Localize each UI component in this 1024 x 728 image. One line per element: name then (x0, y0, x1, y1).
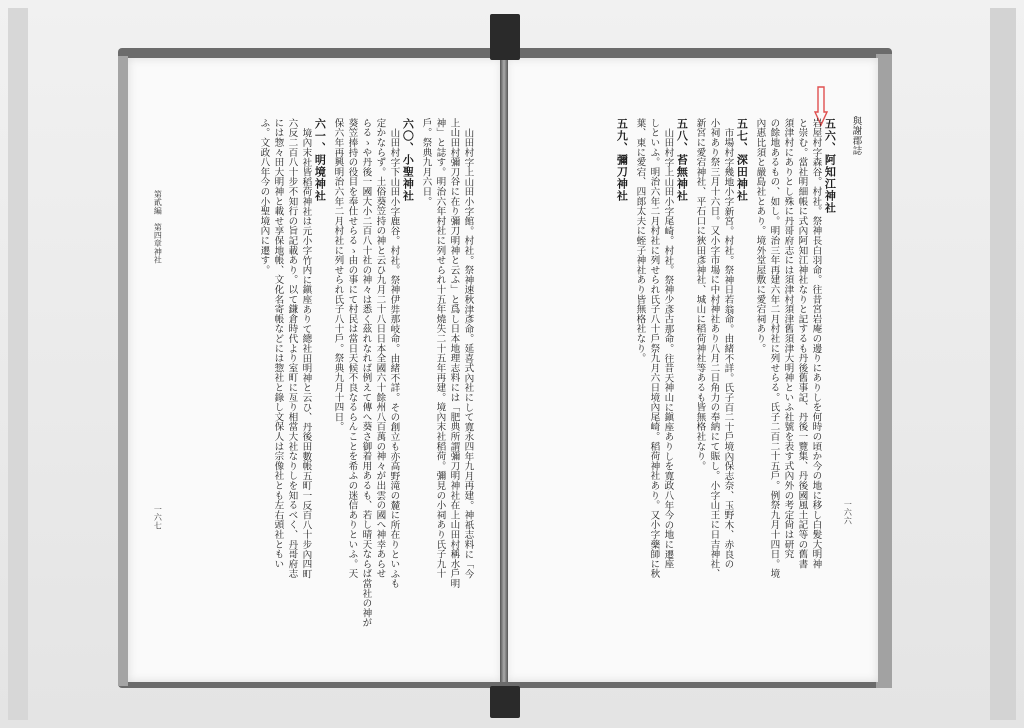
text-line: 上山田村彌刀谷に在り彌刀明神と云ふ」と爲し日本地理志料には「肥典所謂彌刀明神社在上山田村稱水戶明 (448, 118, 460, 589)
text-line: には惣々田大明神と載せ享保地帳、文化名寄帳などには惣社と錄し文保人は宗像社とも左右頭社ともい (272, 118, 284, 569)
section-heading-59: 五九、彌刀神社 (615, 118, 629, 202)
running-footer: 第貳編 第四章神社 (153, 190, 163, 264)
text-line: しといふ。明治六年二月村社に列せられ氏子八十戶祭九月六日境內尾崎。稻荷神社あり。又小字藥師に秋 (648, 118, 660, 579)
section-heading-60: 六〇、小聖神社 (401, 118, 415, 202)
text-line: 戶。祭典九月六日。 (420, 118, 432, 207)
text-line: 境內末社皆稻荷神社は元小字竹内に鎭座ありて總社田明神と云ひ、丹後田數帳五町一反百八十步內四町 (300, 128, 312, 579)
text-line: 葵笠捧持の役目を奉仕せらるゝ由の事にて村民は當日天候不良なるらんことを希ふの迷信ありといふ。天 (346, 118, 358, 579)
text-line: 保六年再興明治六年二月村社に列せられ氏子八十戶。祭典九月十四日。 (332, 118, 344, 432)
text-line: 小祠あり祭三月十六日。又小字市場に中村神社あり八月二日角力の奉納にて賑し。小字山王に日吉神社、 (708, 118, 720, 579)
binder-clip-top (490, 14, 520, 60)
binder-clip-bottom (490, 686, 520, 718)
page-number-left: 一六七 (153, 505, 163, 530)
section-heading-57: 五七、深田神社 (735, 118, 749, 202)
page-edges-left (118, 56, 128, 686)
text-line: ふ。文政八年今の小聖境內に遷す。 (258, 118, 270, 275)
scanner-frame-right (990, 8, 1016, 720)
scanner-frame-left (8, 8, 28, 720)
text-line: 市場村字幾地小字新宮。村社。祭神日若翁命。由緒不詳。氏子百二十戶境內保志奈、玉野木、赤良の (722, 128, 734, 569)
text-line: 六反二百八十步不知行の旨記載あり。以て鎌倉時代より室町に亙り相當大社なりしを知るべく、丹哥府志 (286, 118, 298, 579)
section-heading-61: 六一、明境神社 (313, 118, 327, 202)
page-number-right: 一六六 (843, 500, 853, 525)
text-line: 山田村字上山田小字館。村社。祭神速秋津彥命。延喜式內社にして寛永四年九月再建。神祇志料に「今 (462, 128, 474, 579)
text-line: らるゝや丹後一國大小二百八十社の神々は悉く茲れなれば例えて傳へ葵さ御着用あるも、若し晴天ならば當社の神が (360, 118, 372, 628)
page-edges-right (876, 54, 892, 688)
text-line: 葉、東に愛宕、四郎太夫に蛭子神社あり皆無格社なり。 (634, 118, 646, 363)
text-line: 定かならず。土俗葵笠持の神と云ひ九月二十八日日本全國六十餘州八百萬の神々が出雲の國へ神幸あらせ (374, 118, 386, 579)
text-line: 岩屋村字森谷。村社。祭神長白羽命。往昔宮岩庵の邊りにありしを何時の頃か今の地に移し白髪大明神 (810, 118, 822, 569)
text-line: 新宮に愛宕神社、平石口に狹田彥神社、城山に稻荷神社等あるも皆無格社なり。 (694, 118, 706, 471)
text-line: 內惠比須と嚴島社とあり。境外堂屋敷に愛宕祠あり。 (754, 118, 766, 354)
section-heading-58: 五八、苔無神社 (675, 118, 689, 202)
text-line: 山田村字下山田小字鹿谷。村社。祭神伊弉那岐命。由緒不詳。その創立も亦高野滝の麓に所在りといふも (388, 128, 400, 589)
text-line: と崇む。當社明細帳に式內阿知江神社なりと記するも丹後舊事記、丹後一覽集、丹後國風土記等の舊書 (796, 118, 808, 569)
section-heading-56: 五六、阿知江神社 (823, 118, 837, 214)
text-line: の餘地あるもの、如し。明治三年再建六年二月村社に列せらる。氏子二百二十五戶。例祭九月十四日。境 (768, 118, 780, 579)
running-header: 與謝郡誌 (850, 116, 862, 156)
text-line: 神」と誌す。明治六年村社に列せられ十五年燒失二十五年再建。境內末社稻荷。彌見の小祠あり氏子九十 (434, 118, 446, 579)
text-line: 須津村にありとし殊に丹哥府志には須津村須津舊須津大明神といふ社號を表す式內外の考定尙は研究 (782, 118, 794, 559)
text-line: 山田村字上山田小字尾崎。村社。祭神少彥古那命。往昔天神山に鎭座ありしを寛政八年今の地に遷座 (662, 128, 674, 569)
book-gutter (500, 58, 508, 682)
